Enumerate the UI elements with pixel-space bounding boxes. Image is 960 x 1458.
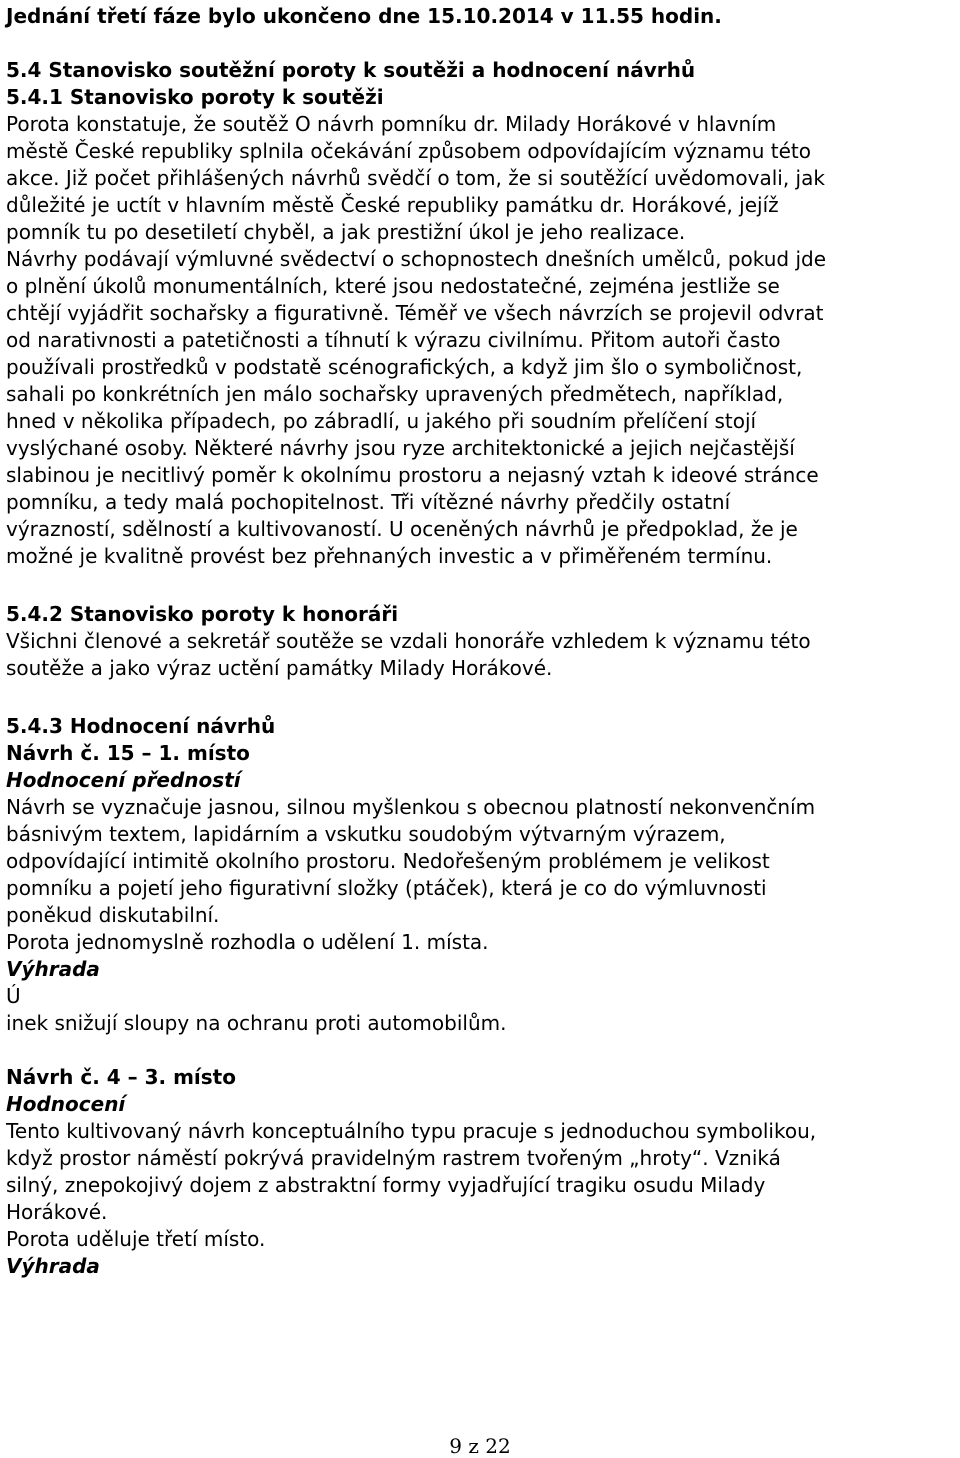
proposal-4-reservation-heading: Výhrada	[6, 1254, 100, 1278]
proposal-4-evaluation-text: Tento kultivovaný návrh konceptuálního typu pracuje s jednoduchou symbolikou, když prostor náměstí pokrývá pravidelným rastrem tvořeným „hroty“. Vzniká silný, znepokojivý dojem z abstraktní formy vyjadřující tragiku osudu Milady Horákové.	[6, 1119, 817, 1224]
proposal-15-title: Návrh č. 15 – 1. místo	[6, 741, 250, 765]
proposal-15-merits-heading: Hodnocení předností	[6, 768, 241, 792]
paragraph-5-4-2: Všichni členové a sekretář soutěže se vzdali honoráře vzhledem k významu této soutěže a jako výraz uctění památky Milady Horákové.	[6, 629, 811, 680]
document-page	[6, 3, 954, 1280]
proposal-4-title: Návrh č. 4 – 3. místo	[6, 1065, 236, 1089]
proposal-15-reservation-text: Ú inek snižují sloupy na ochranu proti automobilům.	[6, 984, 507, 1035]
proposal-4-decision: Porota uděluje třetí místo.	[6, 1227, 266, 1251]
paragraph-5-4-1: Porota konstatuje, že soutěž O návrh pomníku dr. Milady Horákové v hlavním městě České republiky splnila očekávání způsobem odpovídajícím významu této akce. Již počet přihlášených návrhů svědčí o tom, že si soutěžící uvědomovali, jak důležité je uctít v hlavním městě České republiky památku dr. Horákové, jejíž pomník tu po desetiletí chyběl, a jak prestižní úkol je jeho realizace. Návrhy podávají výmluvné svědectví o schopnostech dnešních umělců, pokud jde o plnění úkolů monumentálních, které jsou nedostatečné, zejména jestliže se chtějí vyjádřit sochařsky a figurativně. Téměř ve všech návrzích se projevil odvrat od narativnosti a patetičnosti a tíhnutí k výrazu civilnímu. Přitom autoři často používali prostředků v podstatě scénografických, a když jim šlo o symboličnost, sahali po konkrétních jen málo sochařsky upravených předmětech, například, hned v několika případech, po zábradlí, u jakého při soudním přelíčení stojí vyslýchané osoby. Některé návrhy jsou ryze architektonické a jejich nejčastější slabinou je necitlivý poměr k okolnímu prostoru a nejasný vztah k ideové stránce pomníku, a tedy malá pochopitelnost. Tři vítězné návrhy předčily ostatní výrazností, sdělností a kultivovaností. U oceněných návrhů je předpoklad, že je možné je kvalitně provést bez přehnaných investic a v přiměřeném termínu.	[6, 112, 827, 568]
proposal-15-decision: Porota jednomyslně rozhodla o udělení 1. místa.	[6, 930, 489, 954]
proposal-4-evaluation-heading: Hodnocení	[6, 1092, 126, 1116]
proposal-15-merits-text: Návrh se vyznačuje jasnou, silnou myšlenkou s obecnou platností nekonvenčním básnivým textem, lapidárním a vskutku soudobým výtvarným výrazem, odpovídající intimitě okolního prostoru. Nedořešeným problémem je velikost pomníku a pojetí jeho figurativní složky (ptáček), která je co do výmluvnosti poněkud diskutabilní.	[6, 795, 816, 927]
proposal-15-reservation-heading: Výhrada	[6, 957, 100, 981]
heading-5-4-3: 5.4.3 Hodnocení návrhů	[6, 714, 276, 738]
heading-5-4: 5.4 Stanovisko soutěžní poroty k soutěži a hodnocení návrhů	[6, 58, 696, 82]
heading-5-4-1: 5.4.1 Stanovisko poroty k soutěži	[6, 85, 384, 109]
closing-line: Jednání třetí fáze bylo ukončeno dne 15.10.2014 v 11.55 hodin.	[6, 4, 722, 28]
page-number: 9 z 22	[449, 1434, 511, 1458]
heading-5-4-2: 5.4.2 Stanovisko poroty k honoráři	[6, 602, 399, 626]
